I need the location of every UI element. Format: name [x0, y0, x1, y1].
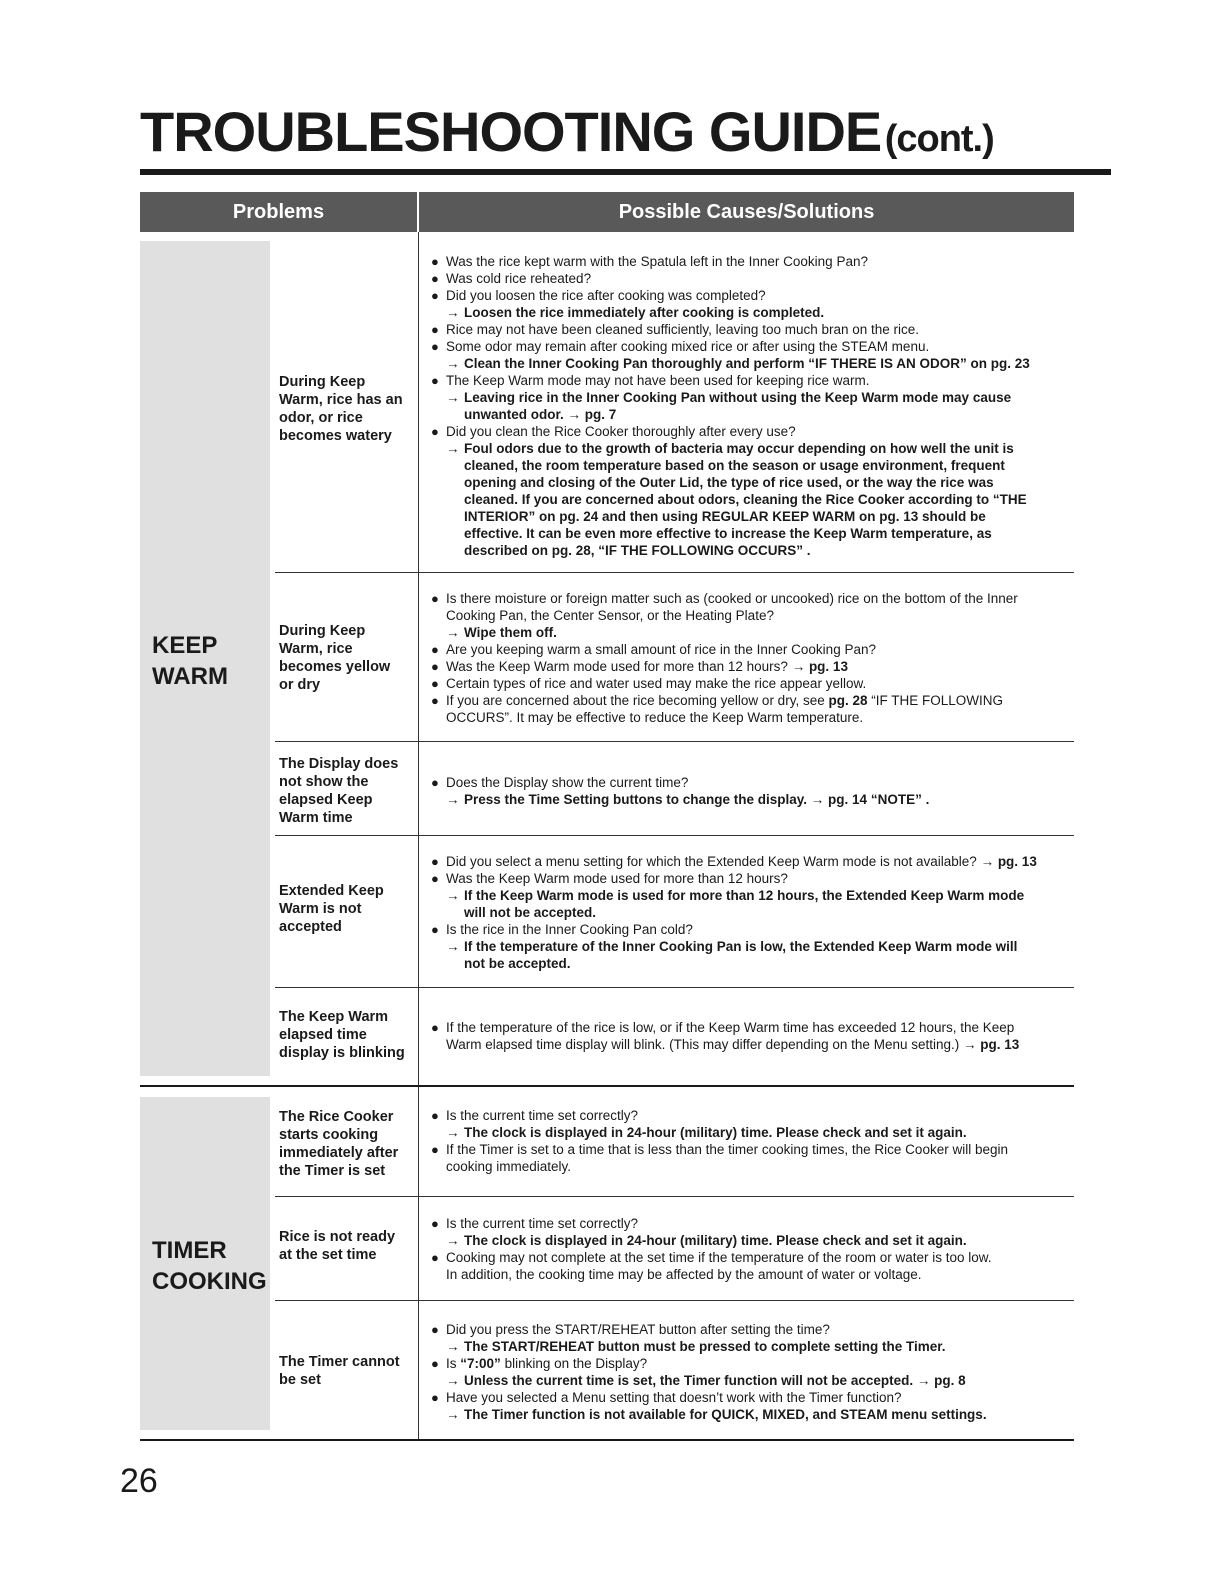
category-timer-cooking-line: TIMER — [152, 1237, 227, 1264]
problem-line: or dry — [279, 677, 321, 693]
problem-line: Extended Keep — [279, 883, 384, 899]
problem-line: accepted — [279, 919, 342, 935]
cause-item: ● Are you keeping warm a small amount of rice in the Inner Cooking Pan? — [431, 642, 876, 657]
problem-extended — [279, 882, 414, 936]
problem-line: immediately after — [279, 1145, 399, 1161]
header-problems: Problems — [140, 192, 417, 232]
solution-yellow — [431, 590, 1076, 726]
cause-item: ● Was cold rice reheated? — [431, 271, 592, 286]
cause-item: ● Have you selected a Menu setting that doesn’t work with the Timer function? — [431, 1390, 902, 1405]
category-timer-cooking-line: COOKING — [152, 1268, 267, 1295]
column-divider — [418, 232, 419, 1440]
category-keep-warm-line: KEEP — [152, 632, 218, 659]
cause-item: ● The Keep Warm mode may not have been used for keeping rice warm. — [431, 373, 870, 388]
problem-line: Warm time — [279, 810, 353, 826]
solution-continuation: will not be accepted. — [464, 905, 597, 920]
problem-odor — [279, 373, 414, 445]
cause-item: ● Was the rice kept warm with the Spatula left in the Inner Cooking Pan? — [431, 254, 868, 269]
problem-line: Warm, rice — [279, 641, 353, 657]
cause-item: ● If the Timer is set to a time that is less than the timer cooking times, the Rice Cooker will begin — [431, 1142, 1008, 1157]
cause-item: ● Some odor may remain after cooking mixed rice or after using the STEAM menu. — [431, 339, 930, 354]
solution-display — [431, 774, 1076, 808]
solution-arrow-item: → Wipe them off. — [446, 625, 557, 640]
row-divider — [275, 1196, 1074, 1197]
cause-item: ● Did you clean the Rice Cooker thoroughly after every use? — [431, 424, 796, 439]
solution-continuation: cleaned. If you are concerned about odors, cleaning the Rice Cooker according to “THE — [464, 492, 1027, 507]
solution-continuation: opening and closing of the Outer Lid, the type of rice used, or the way the rice was — [464, 475, 994, 490]
problem-line: starts cooking — [279, 1127, 379, 1143]
solution-blinking — [431, 1019, 1076, 1053]
page-title-cont: (cont.) — [884, 118, 994, 160]
cause-item: ● If you are concerned about the rice becoming yellow or dry, see pg. 28 “IF THE FOLLOWING — [431, 693, 1004, 708]
cause-item: ● Is the current time set correctly? — [431, 1216, 639, 1231]
title-rule — [140, 169, 1111, 175]
solution-arrow-item: → Leaving rice in the Inner Cooking Pan without using the Keep Warm mode may cause — [446, 390, 1012, 405]
problem-line: The Timer cannot — [279, 1354, 400, 1370]
cause-item: ● Cooking may not complete at the set time if the temperature of the room or water is too low. — [431, 1250, 992, 1265]
cause-item: ● Is the current time set correctly? — [431, 1108, 639, 1123]
row-divider — [275, 1300, 1074, 1301]
cause-item: ● Is the rice in the Inner Cooking Pan cold? — [431, 922, 693, 937]
solution-continuation: described on pg. 28, “IF THE FOLLOWING OCCURS” . — [464, 543, 811, 558]
problem-line: The Display does — [279, 756, 399, 772]
page-title-main: TROUBLESHOOTING GUIDE — [140, 100, 882, 163]
solution-continuation: cleaned, the room temperature based on the season or usage environment, frequent — [464, 458, 1005, 473]
solution-arrow-item: → Loosen the rice immediately after cooking is completed. — [446, 305, 825, 320]
problem-line: Warm, rice has an — [279, 392, 403, 408]
problem-line: elapsed Keep — [279, 792, 373, 808]
problem-line: Warm is not — [279, 901, 362, 917]
problem-not-ready — [279, 1228, 414, 1264]
cause-item: ● Certain types of rice and water used may make the rice appear yellow. — [431, 676, 867, 691]
problem-line: not show the — [279, 774, 369, 790]
solution-arrow-item: → The clock is displayed in 24-hour (military) time. Please check and set it again. — [446, 1125, 967, 1140]
cause-item: ● Was the Keep Warm mode used for more than 12 hours? → pg. 13 — [431, 659, 848, 674]
problem-timer-cannot-be-set — [279, 1353, 414, 1389]
cause-item: ● Did you select a menu setting for which the Extended Keep Warm mode is not available? → pg. 13 — [431, 854, 1037, 869]
problem-line: display is blinking — [279, 1045, 405, 1061]
solution-arrow-item: → Foul odors due to the growth of bacteria may occur depending on how well the unit is — [446, 441, 1014, 456]
solution-arrow-item: → If the temperature of the Inner Cooking Pan is low, the Extended Keep Warm mode will — [446, 939, 1018, 954]
problem-line: The Keep Warm — [279, 1009, 389, 1025]
cause-continuation: Warm elapsed time display will blink. (This may differ depending on the Menu setting.) → pg. 13 — [446, 1037, 1020, 1052]
category-keep-warm-line: WARM — [152, 663, 228, 690]
cause-item: ● Is there moisture or foreign matter such as (cooked or uncooked) rice on the bottom of the Inner — [431, 591, 1018, 606]
row-divider — [275, 572, 1074, 573]
solution-continuation: effective. It can be even more effective to increase the Keep Warm temperature, as — [464, 526, 992, 541]
row-divider — [275, 741, 1074, 742]
cause-item: ● Is “7:00” blinking on the Display? — [431, 1356, 648, 1371]
problem-line: be set — [279, 1372, 321, 1388]
problem-line: The Rice Cooker — [279, 1109, 394, 1125]
solution-continuation: not be accepted. — [464, 956, 571, 971]
solution-arrow-item: → The START/REHEAT button must be pressed to complete setting the Timer. — [446, 1339, 946, 1354]
cause-item: ● Does the Display show the current time? — [431, 775, 689, 790]
problem-yellow — [279, 622, 414, 694]
solution-timer-cannot-be-set — [431, 1321, 1076, 1423]
problem-line: Rice is not ready — [279, 1229, 396, 1245]
solution-arrow-item: → If the Keep Warm mode is used for more than 12 hours, the Extended Keep Warm mode — [446, 888, 1025, 903]
problem-line: becomes watery — [279, 428, 392, 444]
cause-item: ● Did you press the START/REHEAT button after setting the time? — [431, 1322, 830, 1337]
cause-continuation: Cooking Pan, the Center Sensor, or the Heating Plate? — [446, 608, 774, 623]
solution-arrow-item: → The clock is displayed in 24-hour (military) time. Please check and set it again. — [446, 1233, 967, 1248]
cause-item: ● If the temperature of the rice is low, or if the Keep Warm time has exceeded 12 hours, the Keep — [431, 1020, 1015, 1035]
problem-line: During Keep — [279, 374, 366, 390]
problem-line: the Timer is set — [279, 1163, 386, 1179]
problem-starts-immediately — [279, 1108, 414, 1180]
cause-item: ● Was the Keep Warm mode used for more than 12 hours? — [431, 871, 788, 886]
header-solutions: Possible Causes/Solutions — [419, 192, 1074, 232]
problem-blinking — [279, 1008, 414, 1062]
page-number: 26 — [120, 1462, 158, 1500]
solution-arrow-item: → The Timer function is not available for QUICK, MIXED, and STEAM menu settings. — [446, 1407, 987, 1422]
row-divider — [275, 835, 1074, 836]
cause-continuation: cooking immediately. — [446, 1159, 572, 1174]
cause-continuation: In addition, the cooking time may be affected by the amount of water or voltage. — [446, 1267, 922, 1282]
section-divider — [140, 1085, 1074, 1087]
solution-arrow-item: → Press the Time Setting buttons to change the display. → pg. 14 “NOTE” . — [446, 792, 930, 807]
category-keep-warm — [152, 630, 228, 692]
problem-display — [279, 755, 414, 827]
page-title — [140, 100, 994, 163]
cause-continuation: OCCURS”. It may be effective to reduce the Keep Warm temperature. — [446, 710, 864, 725]
solution-continuation: unwanted odor. → pg. 7 — [464, 407, 617, 422]
row-divider — [275, 987, 1074, 988]
solution-extended — [431, 853, 1076, 972]
solution-arrow-item: → Unless the current time is set, the Timer function will not be accepted. → pg. 8 — [446, 1373, 966, 1388]
solution-continuation: INTERIOR” on pg. 24 and then using REGULAR KEEP WARM on pg. 13 should be — [464, 509, 986, 524]
cause-item: ● Rice may not have been cleaned sufficiently, leaving too much bran on the rice. — [431, 322, 920, 337]
problem-line: at the set time — [279, 1247, 377, 1263]
problem-line: During Keep — [279, 623, 366, 639]
problem-line: elapsed time — [279, 1027, 367, 1043]
cause-item: ● Did you loosen the rice after cooking was completed? — [431, 288, 766, 303]
problem-line: becomes yellow — [279, 659, 391, 675]
category-timer-cooking — [152, 1235, 267, 1297]
problem-line: odor, or rice — [279, 410, 363, 426]
solution-not-ready — [431, 1215, 1076, 1283]
table-bottom-rule — [140, 1439, 1074, 1441]
solution-arrow-item: → Clean the Inner Cooking Pan thoroughly and perform “IF THERE IS AN ODOR” on pg. 23 — [446, 356, 1030, 371]
solution-starts-immediately — [431, 1107, 1076, 1175]
solution-odor — [431, 253, 1076, 559]
